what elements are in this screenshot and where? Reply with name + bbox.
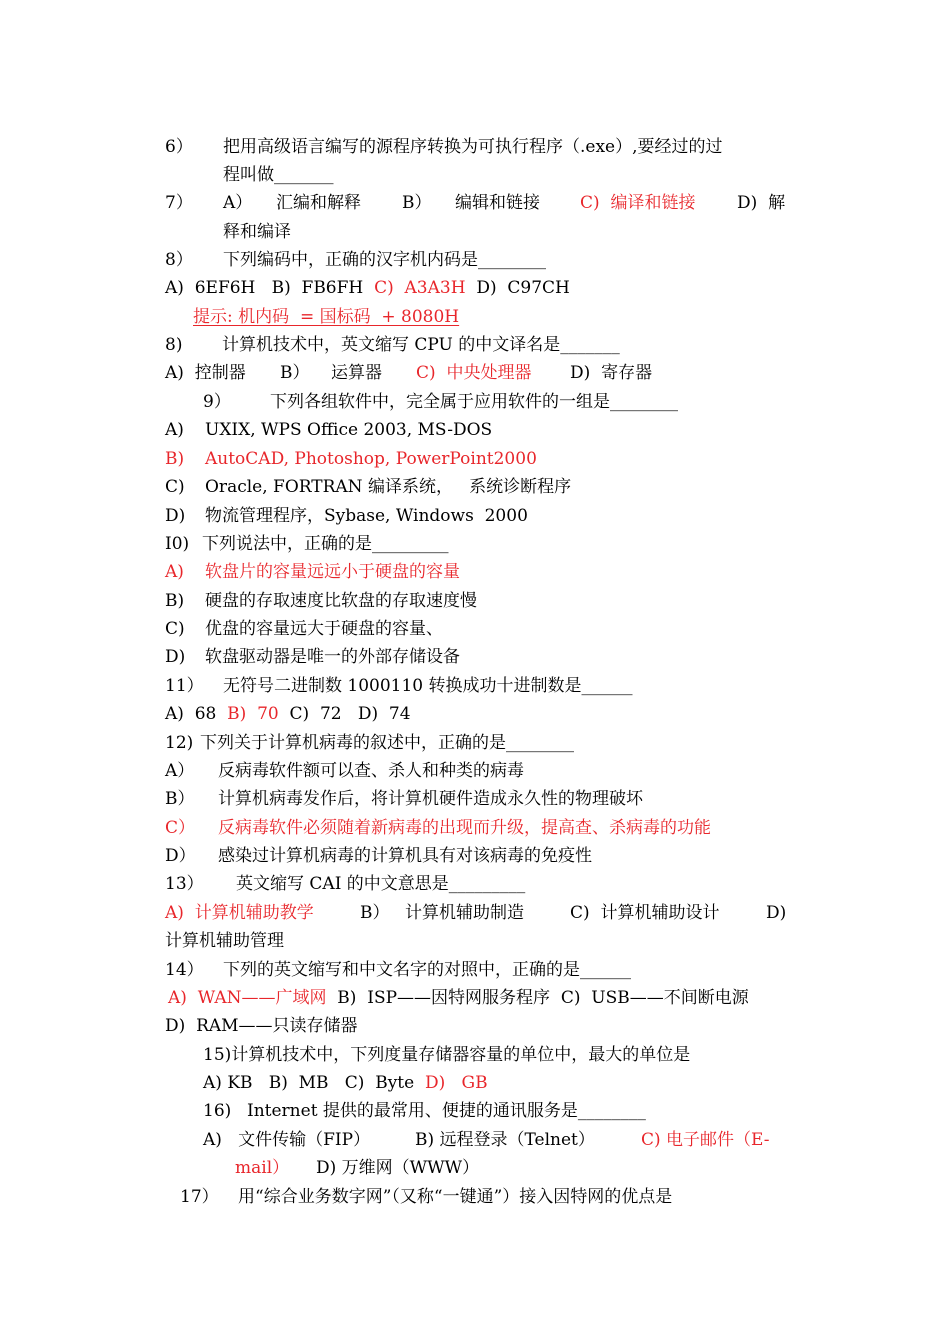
question-text: 下列关于计算机病毒的叙述中，正确的是________ bbox=[200, 733, 574, 753]
option-label-d: D) bbox=[165, 506, 186, 526]
question-text-continued: 程叫做_______ bbox=[223, 165, 334, 185]
option-text-a: 汇编和解释 bbox=[276, 193, 361, 213]
option-label-b: B) bbox=[165, 591, 185, 611]
option-text-b: 计算机辅助制造 bbox=[405, 903, 524, 923]
question-number: 13） bbox=[165, 874, 204, 894]
option-d: D) 寄存器 bbox=[570, 363, 653, 383]
options-line bbox=[203, 1071, 488, 1095]
correct-answer: C) 中央处理器 bbox=[416, 363, 532, 383]
question-number: I0) bbox=[165, 534, 190, 554]
option-text-d: 物流管理程序，Sybase, Windows 2000 bbox=[205, 506, 528, 526]
option-label-a: A） bbox=[223, 193, 253, 213]
question-number: 8） bbox=[165, 250, 193, 270]
question-number: 12) bbox=[165, 733, 194, 753]
question-text: 把用高级语言编写的源程序转换为可执行程序（.exe）,要经过的过 bbox=[223, 137, 723, 157]
correct-answer: B) 70 bbox=[227, 704, 279, 724]
correct-answer-label: A) bbox=[165, 562, 184, 582]
option-text-d: 感染过计算机病毒的计算机具有对该病毒的免疫性 bbox=[218, 846, 592, 866]
question-number: 16) bbox=[203, 1101, 232, 1121]
question-number: 17） bbox=[180, 1187, 219, 1207]
correct-answer: D) GB bbox=[425, 1073, 488, 1093]
option-label-c: C) bbox=[165, 619, 185, 639]
option-text-b: 运算器 bbox=[331, 363, 382, 383]
question-text: 计算机技术中，英文缩写 CPU 的中文译名是_______ bbox=[222, 335, 620, 355]
option-label-b: B） bbox=[360, 903, 390, 923]
question-text: 下列各组软件中，完全属于应用软件的一组是________ bbox=[270, 392, 678, 412]
option-c: C) 计算机辅助设计 bbox=[570, 903, 720, 923]
option-text-d: 计算机辅助管理 bbox=[165, 931, 284, 951]
option-label-d: D） bbox=[165, 846, 196, 866]
option-b: B) 远程登录（Telnet） bbox=[415, 1130, 595, 1150]
option-text-b: 计算机病毒发作后，将计算机硬件造成永久性的物理破坏 bbox=[218, 789, 643, 809]
question-text: 无符号二进制数 1000110 转换成功十进制数是______ bbox=[223, 676, 633, 696]
option-label-b: B） bbox=[165, 789, 195, 809]
option-d: D) 万维网（WWW） bbox=[316, 1158, 480, 1178]
options-cd: C) 72 D) 74 bbox=[278, 704, 411, 724]
option-a: A) 控制器 bbox=[165, 363, 246, 383]
option-text-a: UXIX, WPS Office 2003, MS-DOS bbox=[205, 420, 493, 440]
option-label-d: D) bbox=[766, 903, 787, 923]
question-number: 14） bbox=[165, 960, 204, 980]
option-text-c: Oracle, FORTRAN 编译系统， 系统诊断程序 bbox=[205, 477, 572, 497]
option-a: A) 文件传输（FIP） bbox=[203, 1130, 371, 1150]
option-label-a: A） bbox=[165, 761, 195, 781]
question-text: 下列编码中，正确的汉字机内码是________ bbox=[223, 250, 546, 270]
options-bc: B) ISP——因特网服务程序 C) USB——不间断电源 bbox=[326, 988, 749, 1008]
option-text-d: 软盘驱动器是唯一的外部存储设备 bbox=[205, 647, 460, 667]
option-d: D) RAM——只读存储器 bbox=[165, 1016, 358, 1036]
correct-answer: AutoCAD, Photoshop, PowerPoint2000 bbox=[205, 449, 537, 469]
correct-answer: C) 电子邮件（E- bbox=[641, 1130, 770, 1150]
correct-answer: A) WAN——广域网 bbox=[168, 988, 327, 1008]
option-text-a: 反病毒软件额可以查、杀人和种类的病毒 bbox=[218, 761, 524, 781]
question-text: 15)计算机技术中，下列度量存储器容量的单位中，最大的单位是 bbox=[203, 1045, 691, 1065]
option-d-continued: 释和编译 bbox=[223, 222, 291, 242]
correct-answer-continued: mail） bbox=[235, 1158, 290, 1178]
correct-answer: C) 编译和链接 bbox=[580, 193, 696, 213]
question-number: 7） bbox=[165, 193, 193, 213]
option-label-b: B） bbox=[402, 193, 432, 213]
correct-answer-label: B) bbox=[165, 449, 185, 469]
question-text: Internet 提供的最常用、便捷的通讯服务是________ bbox=[247, 1101, 646, 1121]
correct-answer: 软盘片的容量远远小于硬盘的容量 bbox=[205, 562, 460, 582]
options-line bbox=[165, 702, 411, 726]
question-text: 下列的英文缩写和中文名字的对照中，正确的是______ bbox=[223, 960, 631, 980]
options-line bbox=[165, 276, 570, 300]
option-text-b: 编辑和链接 bbox=[455, 193, 540, 213]
option-label-b: B） bbox=[280, 363, 310, 383]
options-abc: A) KB B) MB C) Byte bbox=[203, 1073, 426, 1093]
question-number: 8) bbox=[165, 335, 183, 355]
question-text: 用“综合业务数字网”（又称“一键通”）接入因特网的优点是 bbox=[238, 1187, 673, 1207]
option-label-c: C) bbox=[165, 477, 185, 497]
options-ab: A) 6EF6H B) FB6FH bbox=[165, 278, 375, 298]
option-label-a: A) bbox=[165, 420, 184, 440]
option-label-d: D) bbox=[165, 647, 186, 667]
correct-answer: A) 计算机辅助教学 bbox=[165, 903, 314, 923]
option-d: D) 解 bbox=[737, 193, 786, 213]
correct-answer-label: C） bbox=[165, 818, 196, 838]
question-text: 下列说法中，正确的是_________ bbox=[202, 534, 449, 554]
option-text-c: 优盘的容量远大于硬盘的容量、 bbox=[205, 619, 443, 639]
question-number: 9） bbox=[203, 392, 231, 412]
option-d: D) C97CH bbox=[465, 278, 570, 298]
option-text-b: 硬盘的存取速度比软盘的存取速度慢 bbox=[205, 591, 477, 611]
options-line bbox=[168, 986, 749, 1010]
question-number: 6） bbox=[165, 137, 193, 157]
question-text: 英文缩写 CAI 的中文意思是_________ bbox=[236, 874, 526, 894]
correct-answer: 反病毒软件必须随着新病毒的出现而升级，提高查、杀病毒的功能 bbox=[218, 818, 711, 838]
question-number: 11） bbox=[165, 676, 204, 696]
option-a: A) 68 bbox=[165, 704, 228, 724]
hint-text: 提示: 机内码 = 国标码 + 8080H bbox=[193, 307, 460, 327]
correct-answer: C) A3A3H bbox=[374, 278, 466, 298]
